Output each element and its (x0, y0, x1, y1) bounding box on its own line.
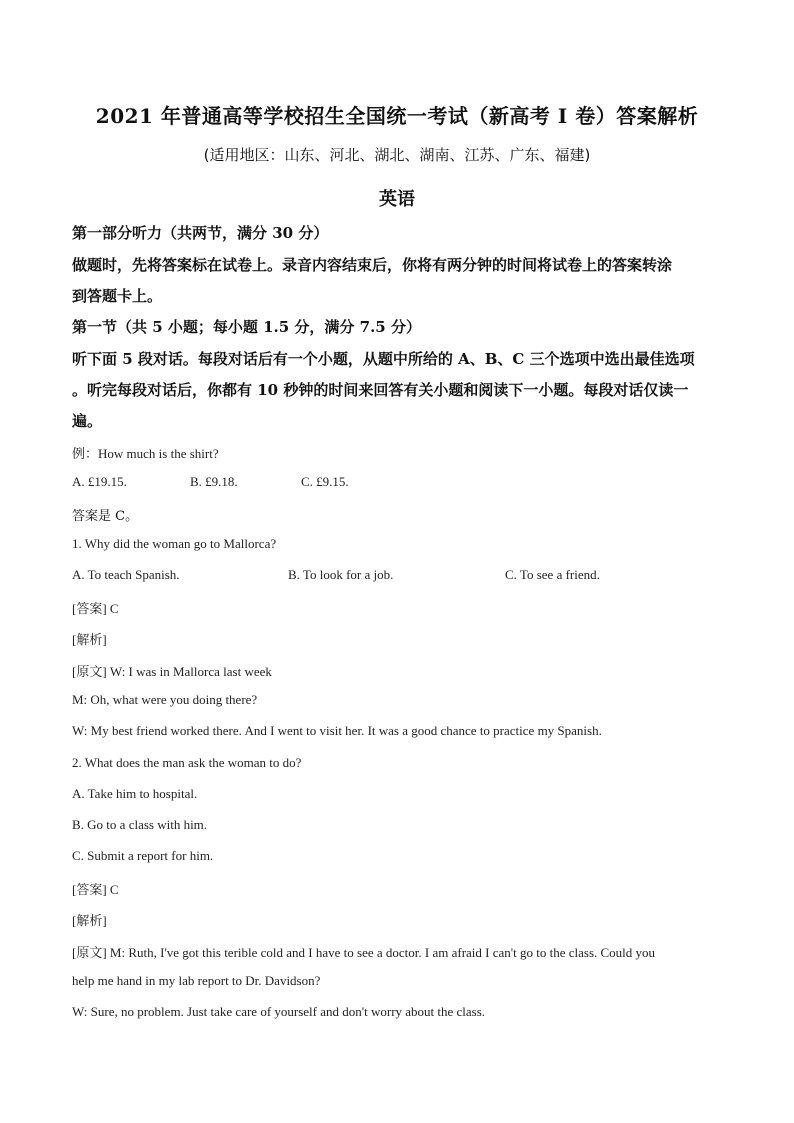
part-instruction-line: 做题时，先将答案标在试卷上。录音内容结束后，你将有两分钟的时间将试卷上的答案转涂 (72, 256, 673, 274)
q1-transcript-line: W: My best friend worked there. And I went to visit her. It was a good chance to practice my Spanish. (72, 723, 602, 738)
section-instruction-line: 。听完每段对话后，你都有 10 秒钟的时间来回答有关小题和阅读下一小题。每段对话仅读一 (72, 381, 689, 399)
q2-transcript-line: W: Sure, no problem. Just take care of yourself and don't worry about the class. (72, 1004, 486, 1019)
q1-transcript-line: [原文] W: I was in Mallorca last week (72, 664, 272, 679)
example-option-a: A. £19.15. (72, 474, 127, 489)
question-1: 1. Why did the woman go to Mallorca? (72, 536, 277, 551)
q2-answer: [答案] C (72, 882, 119, 897)
part-heading: 第一部分听力（共两节，满分 30 分） (72, 224, 329, 242)
document-title: 2021 年普通高等学校招生全国统一考试（新高考 I 卷）答案解析 (95, 104, 699, 128)
q1-transcript-line: M: Oh, what were you doing there? (72, 692, 258, 707)
q2-option-a: A. Take him to hospital. (72, 786, 198, 801)
q1-analysis-label: [解析] (72, 632, 107, 647)
section-instruction-line: 遍。 (72, 412, 103, 430)
applicable-regions: (适用地区：山东、河北、湖北、湖南、江苏、广东、福建) (203, 146, 591, 164)
part-instruction-line: 到答题卡上。 (72, 287, 163, 305)
example-answer: 答案是 C。 (72, 509, 139, 524)
q1-option-a: A. To teach Spanish. (72, 567, 180, 582)
q2-analysis-label: [解析] (72, 913, 107, 928)
question-2: 2. What does the man ask the woman to do? (72, 755, 302, 770)
q2-option-c: C. Submit a report for him. (72, 848, 214, 863)
subject-heading: 英语 (379, 189, 415, 210)
example-option-c: C. £9.15. (301, 474, 349, 489)
q2-option-b: B. Go to a class with him. (72, 817, 208, 832)
section-instruction-line: 听下面 5 段对话。每段对话后有一个小题，从题中所给的 A、B、C 三个选项中选出最佳选项 (72, 350, 695, 368)
q2-transcript-line: [原文] M: Ruth, I've got this terible cold and I have to see a doctor. I am afraid I can't go to the class. Could you (72, 945, 656, 960)
q2-transcript-line: help me hand in my lab report to Dr. Davidson? (72, 973, 321, 988)
q1-option-c: C. To see a friend. (505, 567, 600, 582)
q1-answer: [答案] C (72, 601, 119, 616)
section-heading: 第一节（共 5 小题；每小题 1.5 分，满分 7.5 分） (72, 318, 421, 336)
q1-option-b: B. To look for a job. (288, 567, 394, 582)
example-question: 例：How much is the shirt? (72, 446, 219, 461)
example-option-b: B. £9.18. (190, 474, 238, 489)
